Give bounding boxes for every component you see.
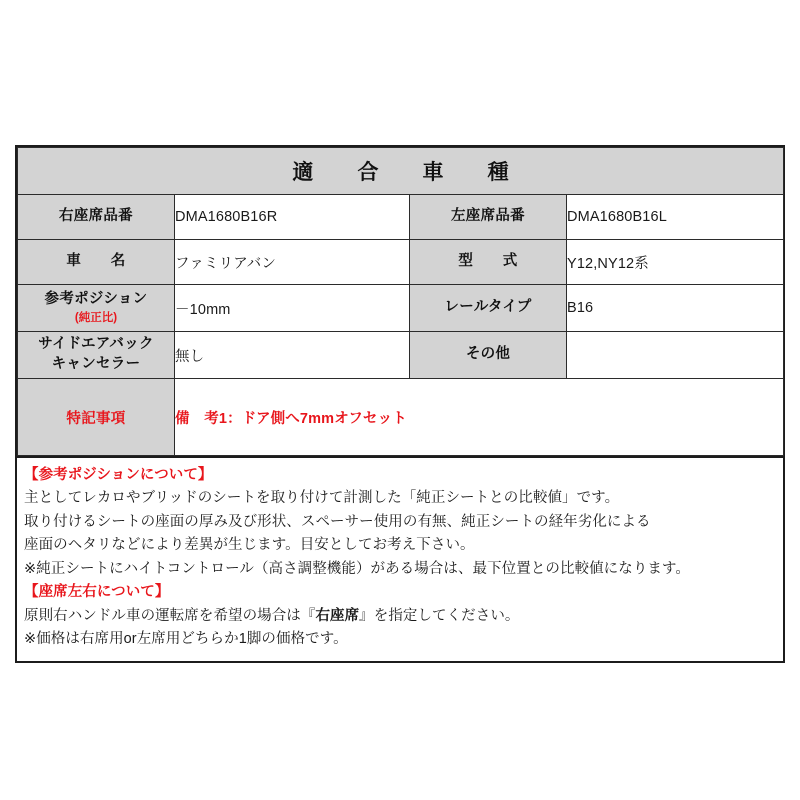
value-rail-type: B16 (567, 285, 784, 332)
spec-table (17, 147, 784, 456)
label-rail-type: レールタイプ (410, 285, 567, 332)
footnote-line: 取り付けるシートの座面の厚み及び形状、スペーサー使用の有無、純正シートの経年劣化による (24, 513, 651, 530)
value-side-airbag-canceller: 無し (175, 332, 410, 379)
value-right-seat-part-number: DMA1680B16R (175, 195, 410, 240)
label-reference-position-main: 参考ポジション (44, 290, 148, 307)
value-other (567, 332, 784, 379)
label-left-seat-part-number: 左座席品番 (410, 195, 567, 240)
table-row (18, 285, 784, 332)
table-title-row (18, 148, 784, 195)
label-vehicle-name: 車 名 (18, 240, 175, 285)
value-vehicle-name: ファミリアバン (175, 240, 410, 285)
page-title: 適 合 車 種 (18, 148, 784, 195)
footnote-text-after: 』を指定してください。 (359, 607, 520, 624)
label-right-seat-part-number: 右座席品番 (18, 195, 175, 240)
footnote-emphasis-right-seat: 右座席 (315, 607, 360, 624)
value-special-notes: 備 考1：ドア側へ7mmオフセット (175, 379, 784, 456)
footnotes-block (17, 456, 783, 661)
label-side-airbag-canceller-line1: サイドエアバック (38, 336, 154, 353)
footnote-line: ※純正シートにハイトコントロール（高さ調整機能）がある場合は、最下位置との比較値になります。 (24, 560, 690, 577)
value-reference-position: －10mm (175, 285, 410, 332)
label-side-airbag-canceller (18, 332, 175, 379)
table-row (18, 195, 784, 240)
vehicle-compatibility-sheet (15, 145, 785, 663)
footnote-line: 座面のヘタリなどにより差異が生じます。目安としてお考え下さい。 (24, 537, 475, 554)
label-reference-position-note: (純正比) (74, 311, 118, 324)
label-side-airbag-canceller-line2: キャンセラー (51, 356, 141, 372)
label-reference-position (18, 285, 175, 332)
footnote-line: ※価格は右席用or左席用どちらか1脚の価格です。 (24, 631, 348, 648)
value-left-seat-part-number: DMA1680B16L (567, 195, 784, 240)
label-special-notes: 特記事項 (18, 379, 175, 456)
table-row (18, 240, 784, 285)
footnote-line: 主としてレカロやブリッドのシートを取り付けて計測した「純正シートとの比較値」です。 (24, 490, 620, 507)
footnote-heading-seat-side: 【座席左右について】 (24, 584, 170, 601)
label-model-code: 型 式 (410, 240, 567, 285)
footnote-text-before: 原則右ハンドル車の運転席を希望の場合は『 (24, 607, 316, 624)
table-row (18, 332, 784, 379)
footnote-heading-reference-position: 【参考ポジションについて】 (24, 467, 213, 483)
value-model-code: Y12,NY12系 (567, 240, 784, 285)
label-other: その他 (410, 332, 567, 379)
table-row-special-notes (18, 379, 784, 456)
footnote-line-seat-side (24, 605, 776, 628)
